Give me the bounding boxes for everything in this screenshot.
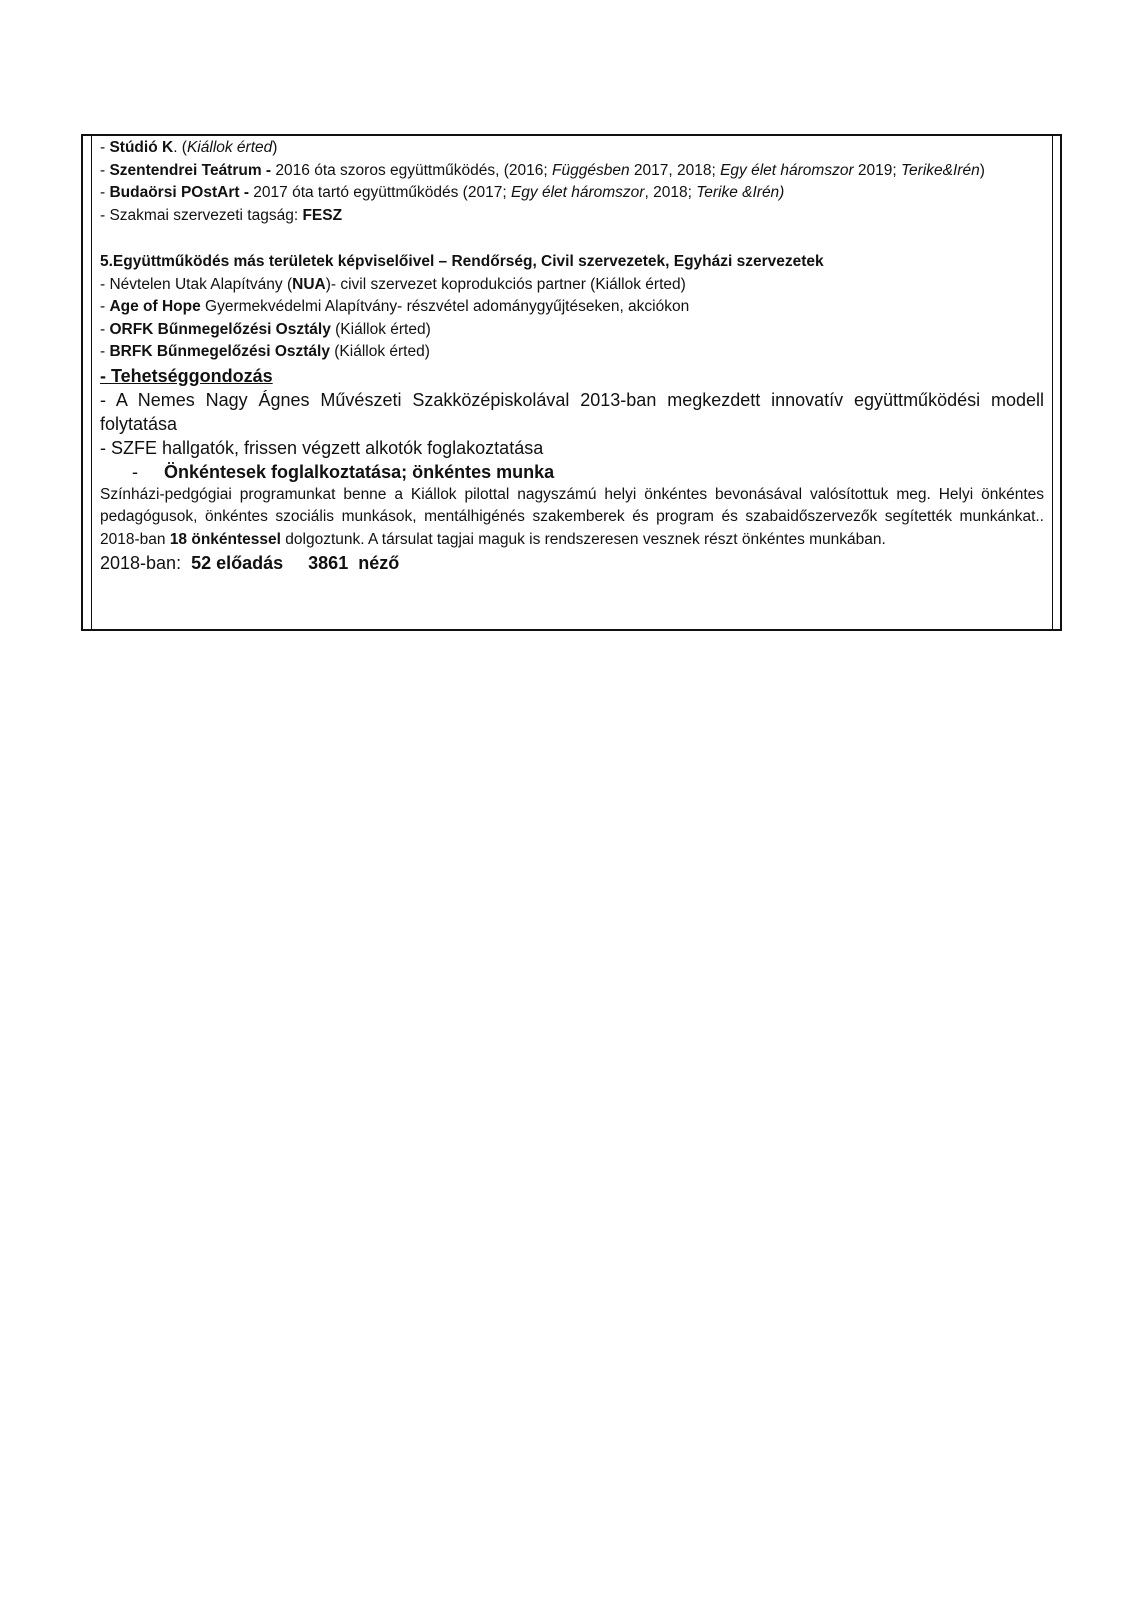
section-heading: [100, 251, 1044, 274]
list-item-orfk: [100, 319, 1044, 342]
text: (Kiállok érted): [329, 343, 430, 360]
text: )- civil szervezet koprodukciós partner (Kiállok érted): [325, 275, 686, 293]
list-item-nemes-nagy: - A Nemes Nagy Ágnes Művészeti Szakközépiskolával 2013-ban megkezdett innovatív együttműködési modell folytatása: [100, 389, 1044, 434]
list-item-szfe: - SZFE hallgatók, frissen végzett alkotók foglakoztatása: [100, 437, 544, 458]
spacer: [100, 227, 1044, 251]
list-item-studio-k: [100, 137, 1044, 160]
text: ): [272, 139, 278, 156]
production-title: Függésben: [552, 161, 630, 179]
text: . (: [173, 139, 187, 156]
text: dolgoztunk. A társulat tagjai maguk is rendszeresen vesznek részt önkéntes munkában.: [280, 530, 886, 548]
org-name: Budaörsi POstArt -: [109, 184, 249, 201]
text: -: [100, 320, 110, 338]
viewers-count: 3861 néző: [308, 553, 400, 573]
inner-rule-right: [1052, 134, 1053, 631]
production-title: Egy élet háromszor: [510, 184, 645, 201]
text: ): [979, 161, 985, 179]
org-name: Age of Hope: [109, 298, 201, 315]
dash: -: [100, 161, 110, 179]
stats-line: [100, 551, 1044, 575]
text: - Névtelen Utak Alapítvány (: [100, 275, 293, 293]
text: (Kiállok érted): [330, 320, 431, 338]
production-title: Kiállok érted: [186, 139, 273, 156]
heading-text: 5.Együttműködés más területek képviselőivel – Rendőrség, Civil szervezetek, Egyházi szervezetek: [100, 253, 824, 270]
stats-label: 2018-ban:: [100, 553, 192, 573]
text: -: [100, 343, 110, 360]
spacer: [283, 553, 308, 573]
volunteer-count: 18 önkéntessel: [169, 530, 281, 548]
text: -: [100, 298, 110, 315]
org-name: FESZ: [302, 206, 343, 224]
volunteer-heading: [100, 460, 1044, 484]
text: 2019;: [853, 161, 902, 179]
list-item-fesz: [100, 205, 1044, 228]
production-title: Egy élet háromszor: [720, 161, 854, 179]
document-content: [100, 137, 1044, 575]
text: , 2018;: [644, 184, 697, 201]
dash: -: [100, 184, 110, 201]
talent-heading: [100, 364, 1044, 388]
org-name: Szentendrei Teátrum -: [109, 161, 272, 179]
list-item-szentendre: [100, 160, 1044, 183]
org-name: BRFK Bűnmegelőzési Osztály: [109, 343, 330, 360]
org-name: ORFK Bűnmegelőzési Osztály: [109, 320, 331, 338]
text: - Szakmai szervezeti tagság:: [100, 206, 303, 224]
text: Gyermekvédelmi Alapítvány- részvétel adománygyűjtéseken, akciókon: [200, 298, 690, 315]
production-title: Terike&Irén: [901, 161, 980, 179]
list-item-budaors: [100, 182, 1044, 205]
shows-count: 52 előadás: [191, 553, 284, 573]
list-item-brfk: [100, 341, 1044, 364]
org-name: Stúdió K: [109, 139, 174, 156]
production-title: Terike &Irén): [696, 184, 785, 201]
org-name: NUA: [292, 275, 326, 293]
dash: -: [132, 461, 138, 482]
list-item-nua: [100, 274, 1044, 297]
text: 2017, 2018;: [629, 161, 721, 179]
heading-text: - Tehetséggondozás: [100, 365, 273, 386]
list-item-age-of-hope: [100, 296, 1044, 319]
text: 2017 óta tartó együttműködés (2017;: [248, 184, 511, 201]
volunteer-paragraph: [100, 484, 1044, 552]
inner-rule-left: [91, 134, 92, 631]
text: Színházi-pedgógiai programunkat benne a Kiállok pilottal nagyszámú helyi önkéntes bevonásával valósítottuk meg. Helyi önkéntes pedagógusok, önkéntes szociális munkások, mentálhigénés szakemberek és program és szabaidőszervezők segítették munkánkat.. 2018-ban: [100, 485, 1044, 548]
text: 2016 óta szoros együttműködés, (2016;: [271, 161, 553, 179]
heading-text: Önkéntesek foglalkoztatása; önkéntes munka: [164, 461, 555, 482]
dash: -: [100, 139, 110, 156]
